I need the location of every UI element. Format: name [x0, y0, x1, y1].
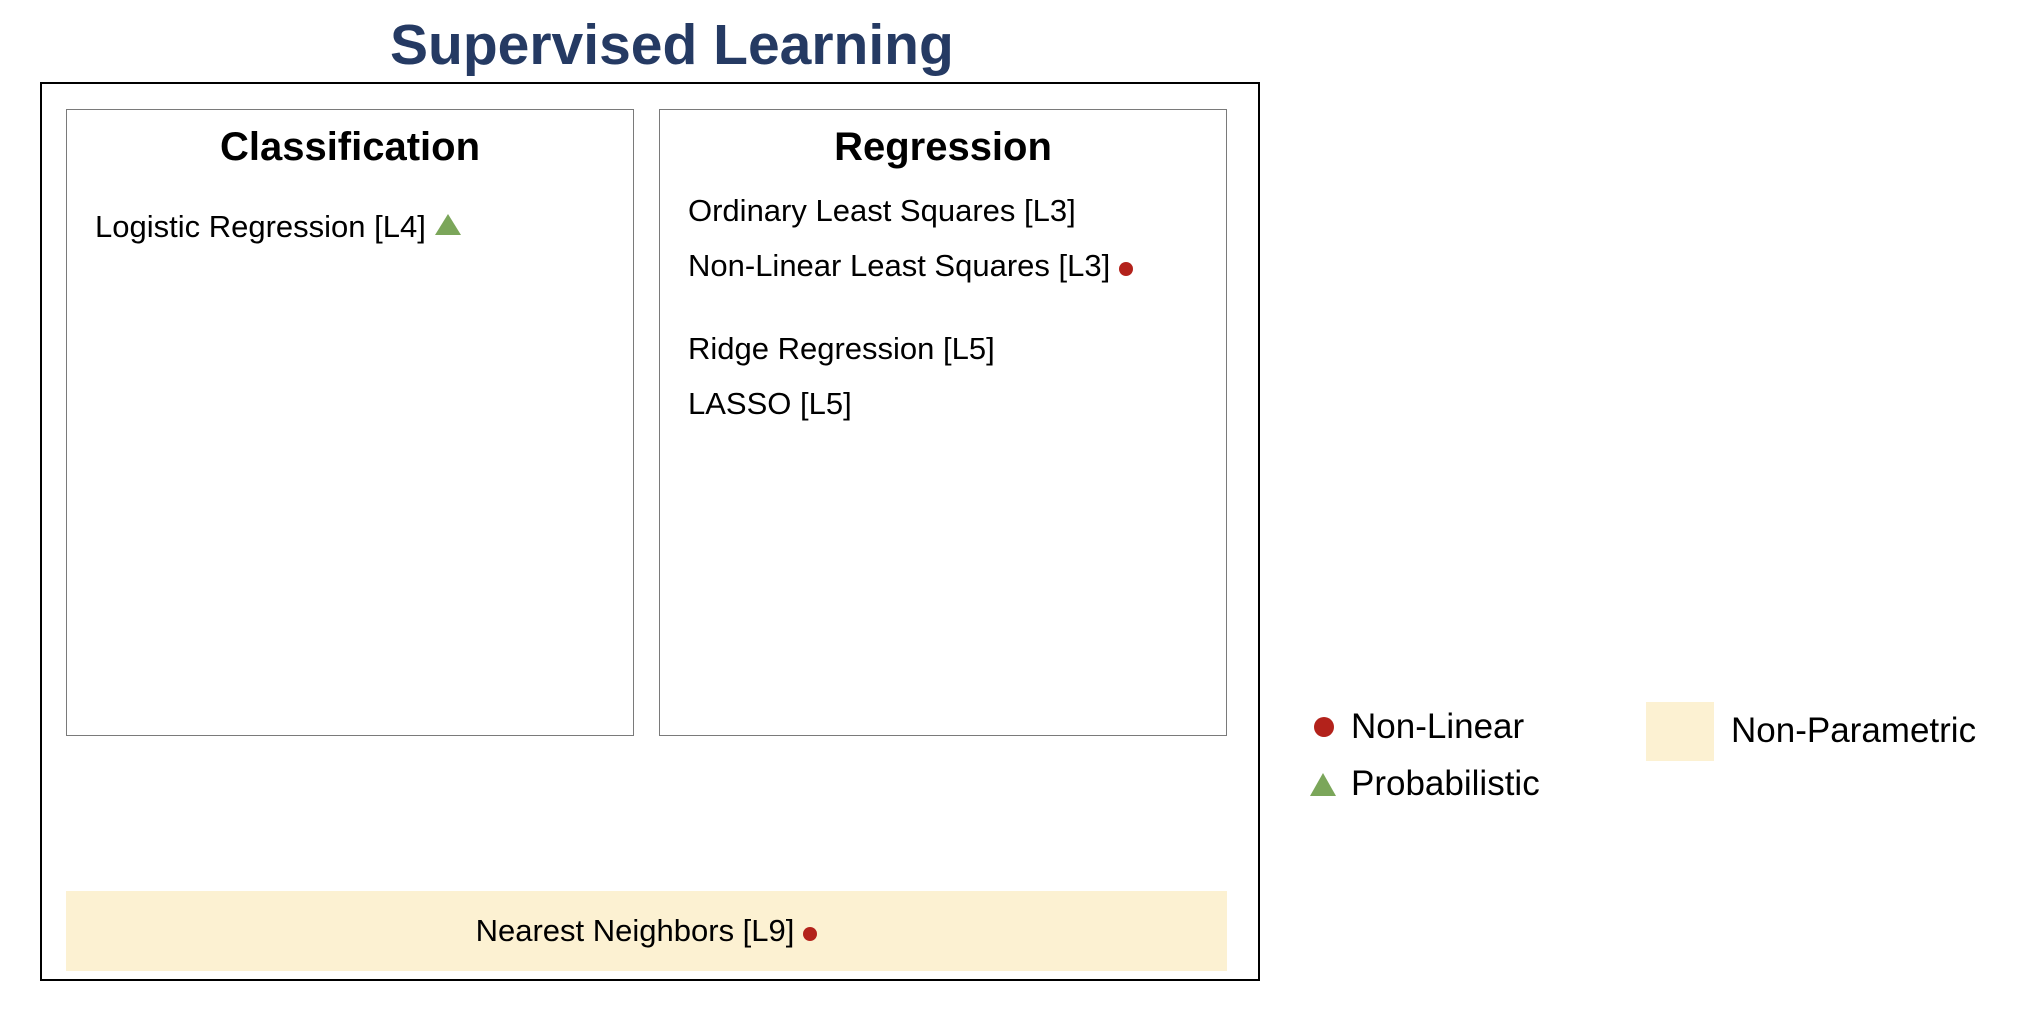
non-linear-circle-icon: [1119, 262, 1133, 276]
legend-probabilistic: [1310, 762, 1540, 806]
legend-label: Probabilistic: [1351, 764, 1540, 803]
legend-label: Non-Linear: [1351, 707, 1525, 746]
method-nearest-neighbors: [476, 911, 818, 951]
method-ordinary-least-squares: [688, 191, 1076, 231]
method-logistic-regression: [95, 207, 461, 247]
method-label: Ridge Regression [L5]: [688, 331, 995, 366]
method-ridge-regression: [688, 329, 995, 369]
diagram-title: Supervised Learning: [390, 13, 954, 77]
probabilistic-triangle-icon: [1310, 773, 1336, 796]
method-label: Non-Linear Least Squares [L3]: [688, 248, 1111, 283]
non-parametric-band: [66, 891, 1227, 971]
regression-panel: [659, 109, 1227, 736]
method-non-linear-least-squares: [688, 246, 1133, 286]
method-label: Logistic Regression [L4]: [95, 209, 426, 244]
method-label: Ordinary Least Squares [L3]: [688, 193, 1076, 228]
regression-heading: Regression: [834, 125, 1052, 169]
method-label: LASSO [L5]: [688, 386, 852, 421]
probabilistic-triangle-icon: [435, 214, 461, 235]
non-linear-circle-icon: [1314, 717, 1334, 737]
method-label: Nearest Neighbors [L9]: [475, 913, 795, 948]
non-parametric-swatch: [1646, 702, 1714, 761]
legend-label: Non-Parametric: [1731, 711, 1977, 750]
legend-non-linear: [1314, 705, 1524, 749]
legend-non-parametric: [1731, 709, 1976, 753]
classification-heading: Classification: [219, 125, 481, 169]
method-lasso: [688, 384, 852, 424]
classification-panel: [66, 109, 634, 736]
non-linear-circle-icon: [803, 927, 817, 941]
